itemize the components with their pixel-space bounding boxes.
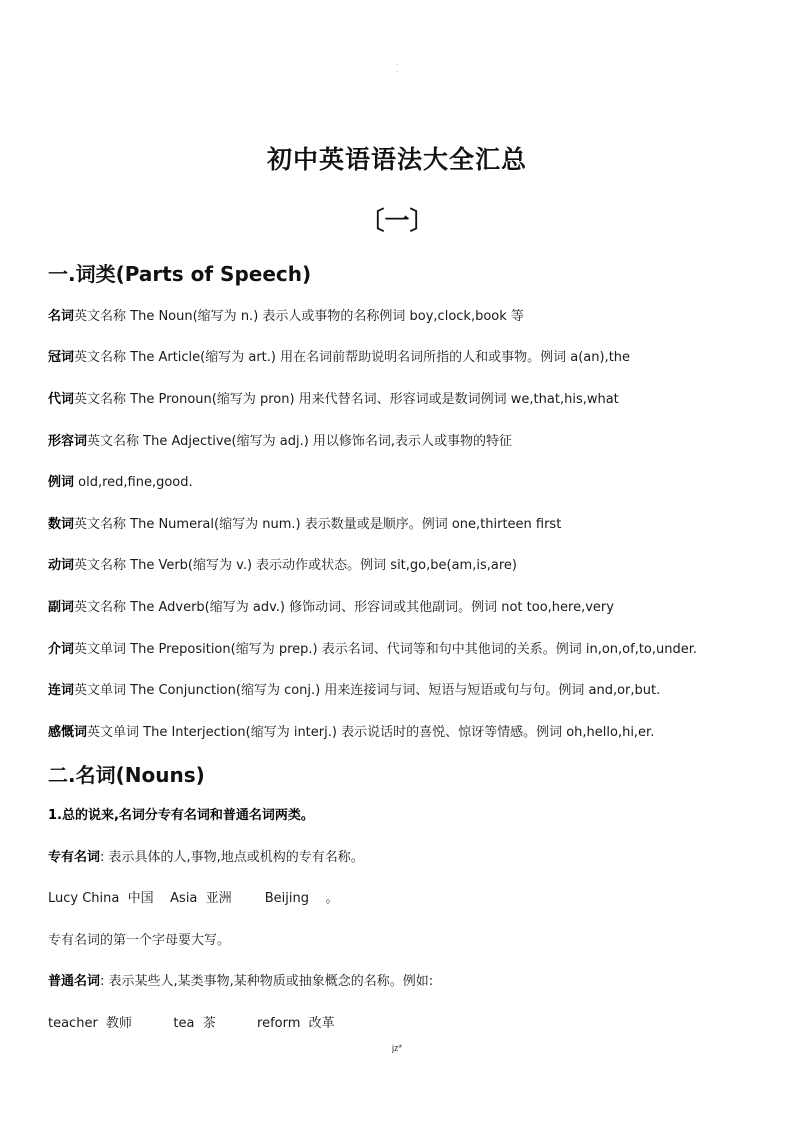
- definition: 英文名称 The Article(缩写为 art.) 用在名词前帮助说明名词所指的人和或事物。例词 a(an),the: [74, 350, 631, 365]
- section-heading-nouns: 二.名词(Nouns): [48, 763, 205, 787]
- definition: 英文名称 The Adjective(缩写为 adj.) 用以修饰名词,表示人或事物的特征: [87, 434, 513, 449]
- common-noun-definition: [48, 970, 433, 989]
- document-title: 初中英语语法大全汇总: [266, 145, 527, 174]
- page-footer: jz*: [391, 1043, 402, 1053]
- definition: 英文名称 The Verb(缩写为 v.) 表示动作或状态。例词 sit,go,be(am,is,are): [74, 558, 517, 573]
- header-mark: · ·: [396, 62, 398, 75]
- definition: 英文名称 The Pronoun(缩写为 pron) 用来代替名词、形容词或是数词例词 we,that,his,what: [74, 392, 619, 407]
- proper-noun-note: 专有名词的第一个字母要大写。: [48, 933, 231, 948]
- definition: old,red,fine,good.: [74, 475, 193, 490]
- nouns-point-1: [48, 804, 314, 823]
- list-item-pronoun: [48, 388, 619, 407]
- definition: : 表示某些人,某类事物,某种物质或抽象概念的名称。例如:: [100, 974, 434, 989]
- term: 连词: [48, 683, 75, 698]
- term: 形容词: [48, 434, 88, 449]
- list-item-conjunction: [48, 679, 660, 698]
- term: 冠词: [48, 350, 75, 365]
- term: 名词: [48, 309, 75, 324]
- term: 副词: [48, 600, 75, 615]
- term: 数词: [48, 517, 75, 532]
- definition: : 表示具体的人,事物,地点或机构的专有名称。: [100, 850, 364, 865]
- proper-noun-definition: [48, 846, 364, 865]
- list-item-adjective: [48, 430, 512, 449]
- definition: 英文名称 The Numeral(缩写为 num.) 表示数量或是顺序。例词 one,thirteen first: [74, 517, 562, 532]
- proper-noun-examples: Lucy China 中国 Asia 亚洲 Beijing 。: [48, 891, 339, 906]
- term: 代词: [48, 392, 75, 407]
- point-text: 1.总的说来,名词分专有名词和普通名词两类。: [48, 808, 314, 823]
- term: 介词: [48, 642, 75, 657]
- section-heading-parts-of-speech: 一.词类(Parts of Speech): [48, 262, 312, 286]
- document-subtitle: 〔一〕: [359, 206, 435, 235]
- list-item-noun: [48, 305, 524, 324]
- list-item-verb: [48, 554, 517, 573]
- definition: 英文单词 The Preposition(缩写为 prep.) 表示名词、代词等和句中其他词的关系。例词 in,on,of,to,under.: [74, 642, 698, 657]
- definition: 英文名称 The Noun(缩写为 n.) 表示人或事物的名称例词 boy,clock,book 等: [74, 309, 524, 324]
- list-item-preposition: [48, 638, 697, 657]
- list-item-numeral: [48, 513, 561, 532]
- term: 普通名词: [48, 974, 101, 989]
- definition: 英文单词 The Conjunction(缩写为 conj.) 用来连接词与词、短语与短语或句与句。例词 and,or,but.: [74, 683, 661, 698]
- list-item-interjection: [48, 721, 654, 740]
- term: 例词: [48, 475, 75, 490]
- list-item-article: [48, 346, 630, 365]
- definition: 英文单词 The Interjection(缩写为 interj.) 表示说话时的喜悦、惊讶等情感。例词 oh,hello,hi,er.: [87, 725, 655, 740]
- common-noun-examples: teacher 教师 tea 茶 reform 改革: [48, 1016, 335, 1031]
- definition: 英文名称 The Adverb(缩写为 adv.) 修饰动词、形容词或其他副词。例词 not too,here,very: [74, 600, 614, 615]
- term: 感慨词: [48, 725, 88, 740]
- list-item-adverb: [48, 596, 614, 615]
- list-item-adjective-examples: [48, 471, 193, 490]
- term: 动词: [48, 558, 75, 573]
- term: 专有名词: [48, 850, 101, 865]
